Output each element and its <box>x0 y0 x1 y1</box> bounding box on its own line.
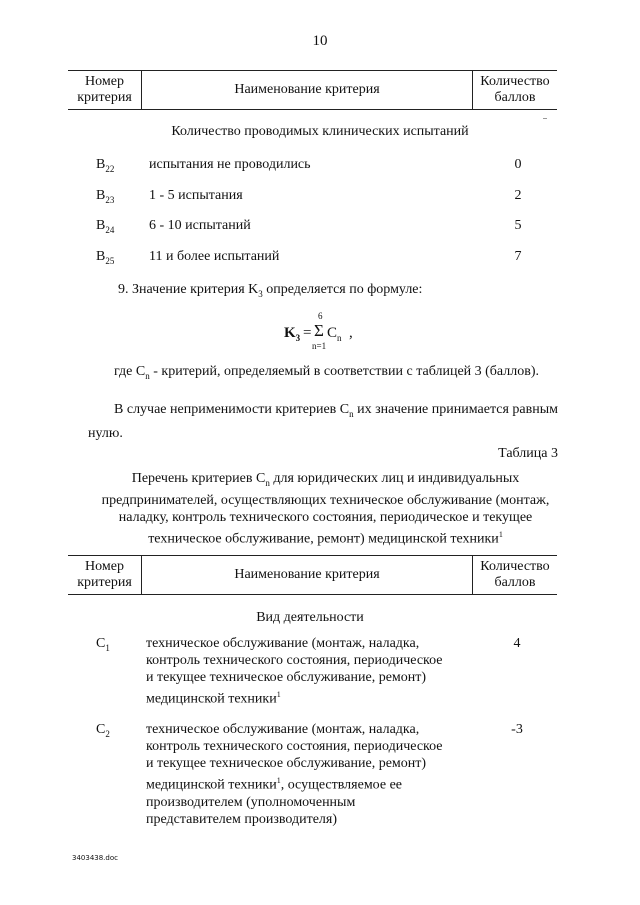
section-title-trials: Количество проводимых клинических испытаний <box>171 124 469 139</box>
table-header <box>68 70 557 110</box>
criterion-code: $B_{22}$ <box>96 157 115 174</box>
document-filename: 3403438.doc <box>72 854 118 862</box>
header-number-column: Номер критерия <box>68 71 142 109</box>
criterion-name: 11 и более испытаний <box>149 249 280 264</box>
criterion-code: $B_{23}$ <box>96 188 115 205</box>
formula-equals: = <box>303 325 312 341</box>
criterion-name: техническое обслуживание (монтаж, наладка, контроль технического состояния, периодическое и текущее техническое обслуживание, ремонт) медицинской техники$^1$ <box>146 636 443 707</box>
formula-lhs: $K_3$ <box>284 325 301 343</box>
criterion-points: 5 <box>514 218 522 233</box>
formula-term: $C_n$ <box>327 325 342 343</box>
criterion-points: 2 <box>514 188 522 203</box>
criterion-row <box>0 188 640 206</box>
section-title-activity: Вид деятельности <box>256 610 364 625</box>
criterion-code: $C_1$ <box>96 636 110 653</box>
header-name-column: Наименование критерия <box>142 556 473 594</box>
scan-mark <box>543 118 547 119</box>
header-number-column: Номер критерия <box>68 556 142 594</box>
criterion-code: $C_2$ <box>96 722 110 739</box>
sigma-symbol: Σ <box>314 321 324 340</box>
header-name-column: Наименование критерия <box>142 71 473 109</box>
criterion-points: 7 <box>514 249 522 264</box>
page-number: 10 <box>312 33 328 49</box>
criterion-name: 1 - 5 испытания <box>149 188 243 203</box>
item-9-text: 9. Значение критерия $K_3$ определяется по формуле: <box>118 282 423 299</box>
table-3-label: Таблица 3 <box>498 446 558 461</box>
formula-lower-limit: n=1 <box>312 341 327 351</box>
criterion-points: 0 <box>514 157 522 172</box>
criterion-name: техническое обслуживание (монтаж, наладка, контроль технического состояния, периодическое и текущее техническое обслуживание, ремонт) медицинской техники$^1$, осуществляемое ее производителем (уполномоченным представителем производителя) <box>146 722 443 827</box>
criterion-name: испытания не проводились <box>149 157 311 172</box>
criterion-row <box>0 218 640 236</box>
table-3-header <box>68 555 557 595</box>
table-3-title: Перечень критериев $C_n$ для юридических лиц и индивидуальных предпринимателей, осуществляющих техническое обслуживание (монтаж, наладку, контроль технического состояния, периодическое и текущее техническое обслуживание, ремонт) медицинской техники$^1$ <box>101 471 550 547</box>
criterion-points: 4 <box>513 636 521 651</box>
formula-comma: , <box>349 325 353 341</box>
criterion-name: 6 - 10 испытаний <box>149 218 251 233</box>
criterion-code: $B_{24}$ <box>96 218 115 235</box>
header-points-column: Количество баллов <box>480 74 550 105</box>
criterion-row <box>0 157 640 175</box>
formula-k3 <box>0 311 640 355</box>
criterion-row <box>0 249 640 267</box>
criterion-points: -3 <box>511 722 523 737</box>
criterion-code: $B_{25}$ <box>96 249 115 266</box>
header-points-column: Количество баллов <box>480 559 550 590</box>
inapplicable-paragraph: В случае неприменимости критериев $C_n$ их значение принимается равным нулю. <box>88 402 558 441</box>
where-paragraph: где $C_n$ - критерий, определяемый в соответствии с таблицей 3 (баллов). <box>114 364 540 381</box>
formula-upper-limit: 6 <box>318 311 323 321</box>
